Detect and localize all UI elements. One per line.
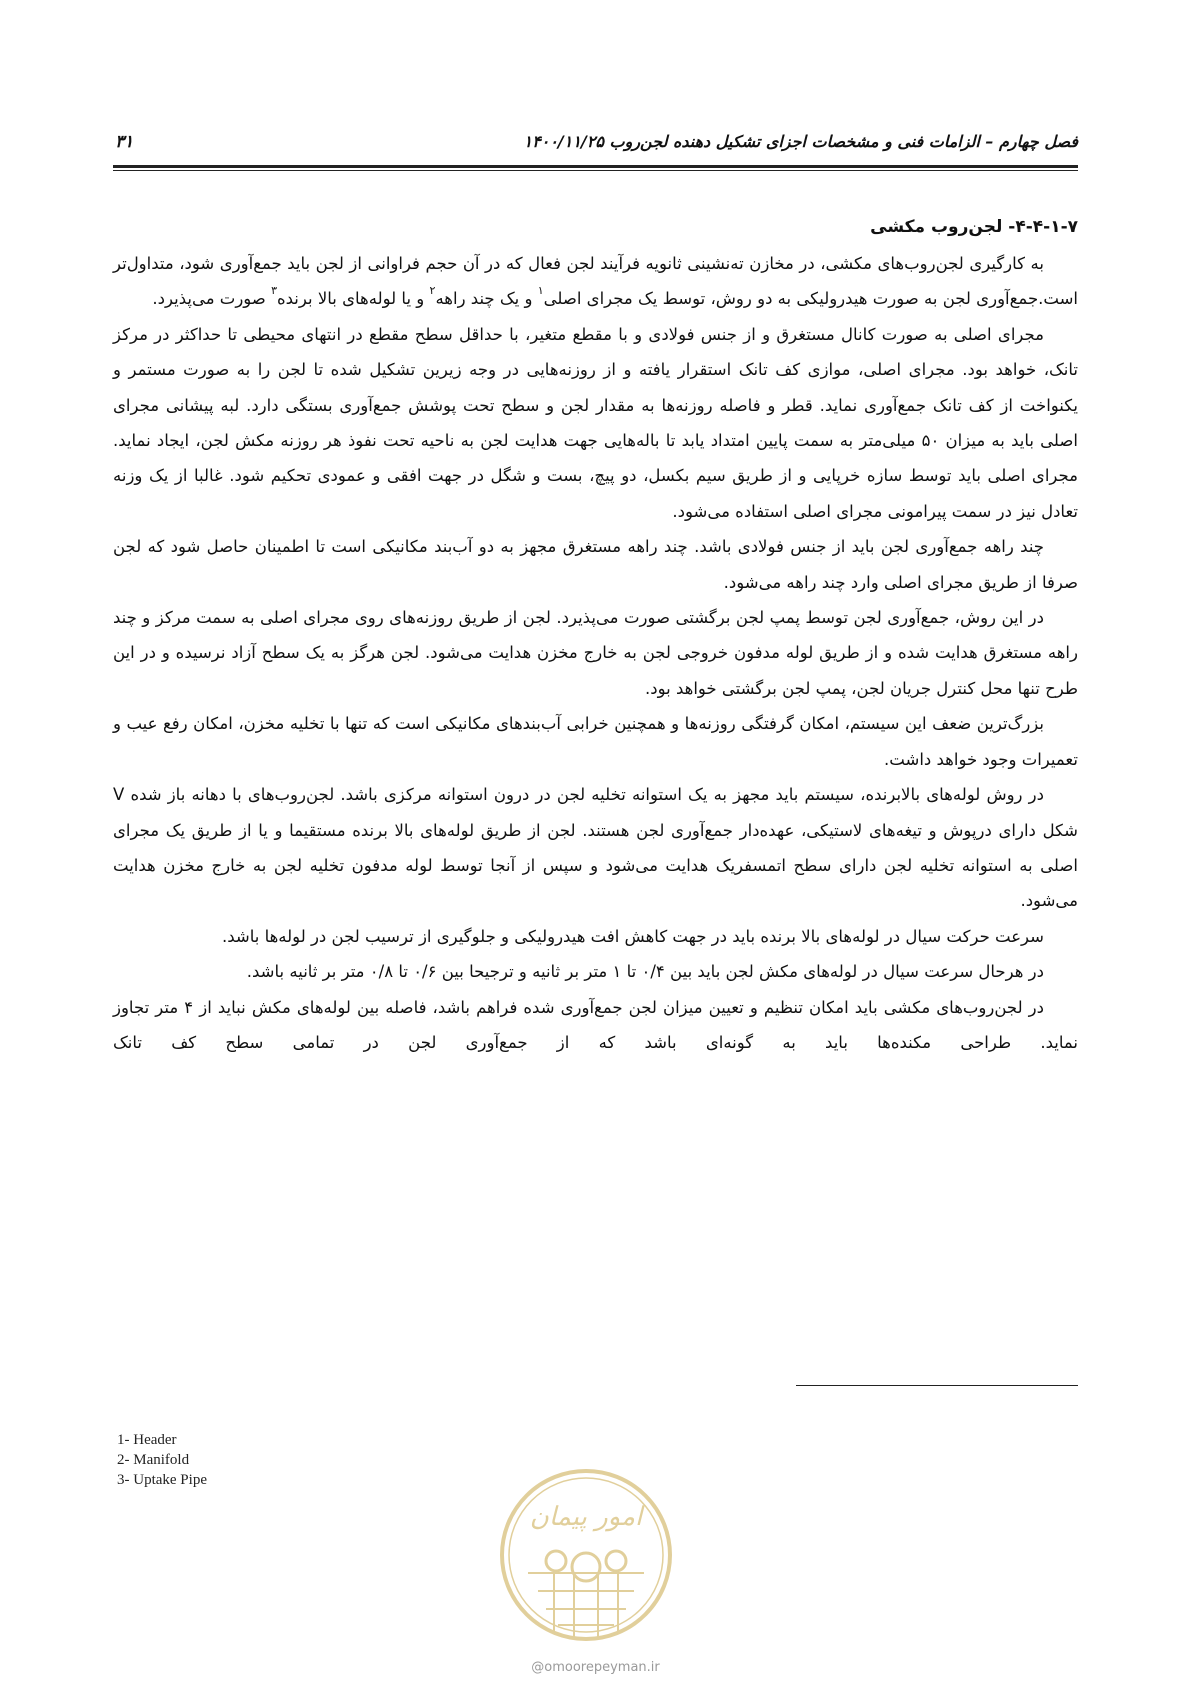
paragraph: مجرای اصلی به صورت کانال مستغرق و از جنس فولادی و با مقطع متغیر، با حداقل سطح مقطع در انتهای محیطی تا حداکثر در مرکز تانک، خواهد بود. مجرای اصلی، موازی کف تانک استقرار یافته و از روزنه‌هایی در وجه زیرین تشکیل شده تا لجن را به صورت مستمر و یکنواخت از کف تانک جمع‌آوری نماید. قطر و فاصله روزنه‌ها به مقدار لجن و سطح تحت پوشش جمع‌آوری بستگی دارد. لبه پیشانی مجرای اصلی باید به میزان ۵۰ میلی‌متر به سمت پایین امتداد یابد تا باله‌هایی جهت هدایت لجن به ناحیه تحت نفوذ هر روزنه مکش لجن، ایجاد نماید. مجرای اصلی باید توسط سازه خرپایی و از طریق سیم بکسل، دو پیچ، بست و شگل در جهت افقی و عمودی تحکیم شود. غالبا از یک وزنه تعادل نیز در سمت پیرامونی مجرای اصلی استفاده می‌شود. [113, 324, 1078, 521]
footnote: 2- Manifold [117, 1452, 190, 1468]
watermark-url: @omoorepeyman.ir [531, 1660, 660, 1675]
watermark-seal-icon [498, 1455, 674, 1655]
paragraph: چند راهه جمع‌آوری لجن باید از جنس فولادی باشد. چند راهه مستغرق مجهز به دو آب‌بند مکانیکی است تا اطمینان حاصل شود که لجن صرفا از طریق مجرای اصلی وارد چند راهه می‌شود. [113, 537, 1078, 592]
section-body [113, 212, 1078, 1060]
footnote: 3- Uptake Pipe [117, 1472, 207, 1488]
header-rule [113, 165, 1078, 171]
page-header [113, 132, 1078, 162]
section-heading: ۴-۴-۱-۷- لجن‌روب مکشی [870, 217, 1078, 237]
page-number: ۳۱ [115, 132, 134, 152]
paragraph: به کارگیری لجن‌روب‌های مکشی، در مخازن ته‌نشینی ثانویه فرآیند لجن فعال که در آن حجم فراوانی از لجن باید جمع‌آوری شود، متداول‌تر است.جمع‌آوری لجن به صورت هیدرولیکی به دو روش، توسط یک مجرای اصلی$^۱$ و یک چند راهه$^۲$ و یا لوله‌های بالا برنده$^۳$ صورت می‌پذیرد. [113, 254, 1078, 309]
chapter-title: فصل چهارم – الزامات فنی و مشخصات اجزای تشکیل دهنده لجن‌روب ۱۴۰۰/۱۱/۲۵ [523, 132, 1078, 151]
paragraph: در روش لوله‌های بالابرنده، سیستم باید مجهز به یک استوانه تخلیه لجن در درون استوانه مرکزی باشد. لجن‌روب‌های با دهانه باز شده V شکل دارای درپوش و تیغه‌های لاستیکی، عهده‌دار جمع‌آوری لجن هستند. لجن از طریق لوله‌های بالا برنده مستقیما و یا از طریق یک مجرای اصلی به استوانه تخلیه لجن دارای سطح اتمسفریک هدایت می‌شود و سپس از آنجا توسط لوله مدفون تخلیه لجن به خارج مخزن هدایت می‌شود. [113, 785, 1078, 911]
paragraph: در هرحال سرعت سیال در لوله‌های مکش لجن باید بین ۰/۴ تا ۱ متر بر ثانیه و ترجیحا بین ۰/۶ تا ۰/۸ متر بر ثانیه باشد. [246, 962, 1044, 982]
paragraph: سرعت حرکت سیال در لوله‌های بالا برنده باید در جهت کاهش افت هیدرولیکی و جلوگیری از ترسیب لجن در لوله‌ها باشد. [221, 926, 1044, 946]
paragraph: در این روش، جمع‌آوری لجن توسط پمپ لجن برگشتی صورت می‌پذیرد. لجن از طریق روزنه‌های روی مجرای اصلی به سمت مرکز و چند راهه مستغرق هدایت شده و از طریق لوله مدفون خروجی لجن به خارج مخزن هدایت می‌شود. لجن هرگز به یک سطح آزاد نرسیده و در این طرح تنها محل کنترل جریان لجن، پمپ لجن برگشتی خواهد بود. [113, 608, 1078, 698]
paragraph: بزرگ‌ترین ضعف این سیستم، امکان گرفتگی روزنه‌ها و همچنین خرابی آب‌بندهای مکانیکی است که تنها با تخلیه مخزن، امکان رفع عیب و تعمیرات وجود خواهد داشت. [113, 714, 1078, 769]
footnotes [117, 1430, 207, 1490]
footnote: 1- Header [117, 1432, 177, 1448]
seal-lettering: امور پیمان [529, 1502, 643, 1532]
footnote-rule [796, 1385, 1078, 1386]
paragraph: در لجن‌روب‌های مکشی باید امکان تنظیم و تعیین میزان لجن جمع‌آوری شده فراهم باشد، فاصله بین لوله‌های مکش نباید از ۴ متر تجاوز نماید. طراحی مکنده‌ها باید به گونه‌ای باشد که از جمع‌آوری لجن در تمامی سطح کف تانک [113, 997, 1078, 1052]
